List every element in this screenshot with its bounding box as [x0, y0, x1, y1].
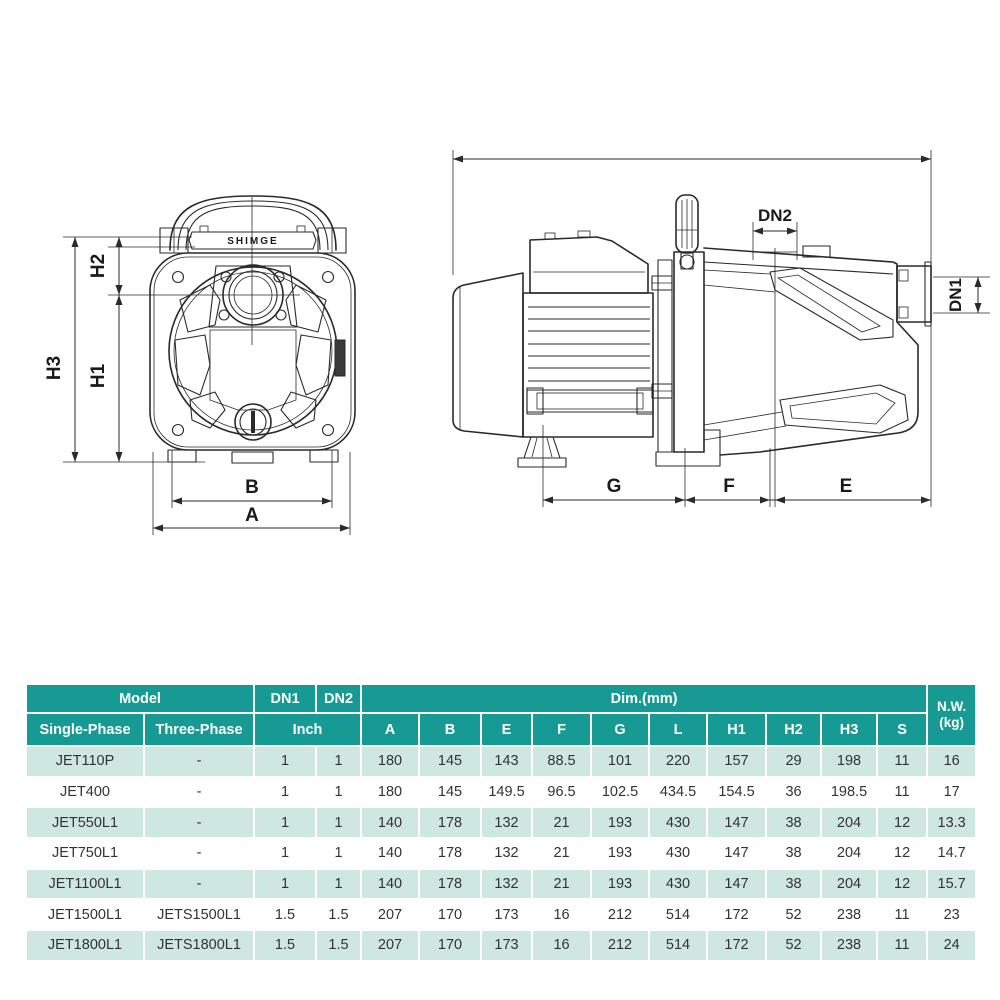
- table-row: [26, 807, 976, 838]
- table-cell: 1: [316, 777, 361, 808]
- table-cell: 207: [361, 899, 419, 930]
- table-cell: 12: [877, 838, 927, 869]
- table-cell: 21: [532, 807, 591, 838]
- header-net-weight: [927, 684, 976, 746]
- table-cell: 1: [254, 807, 316, 838]
- table-cell: 170: [419, 930, 481, 961]
- table-cell: JET110P: [26, 746, 144, 777]
- table-cell: 238: [821, 930, 877, 961]
- brand-label: SHIMGE: [227, 236, 279, 247]
- header-model: Model: [26, 684, 254, 713]
- table-cell: 170: [419, 899, 481, 930]
- table-cell: 13.3: [927, 807, 976, 838]
- table-cell: 17: [927, 777, 976, 808]
- table-cell: 173: [481, 899, 532, 930]
- side-view-dimensions: [453, 150, 990, 507]
- table-cell: -: [144, 746, 254, 777]
- table-cell: 193: [591, 807, 649, 838]
- table-cell: 140: [361, 869, 419, 900]
- table-cell: 132: [481, 838, 532, 869]
- table-cell: 21: [532, 869, 591, 900]
- table-row: [26, 869, 976, 900]
- table-cell: 212: [591, 930, 649, 961]
- table-cell: 145: [419, 746, 481, 777]
- table-cell: 180: [361, 777, 419, 808]
- table-cell: 143: [481, 746, 532, 777]
- table-cell: 1: [316, 746, 361, 777]
- table-cell: 36: [766, 777, 821, 808]
- dim-label-e: E: [839, 476, 853, 497]
- dim-label-dn2: DN2: [757, 206, 793, 225]
- table-cell: 88.5: [532, 746, 591, 777]
- table-cell: 172: [707, 899, 766, 930]
- table-cell: JETS1500L1: [144, 899, 254, 930]
- table-cell: 38: [766, 838, 821, 869]
- table-cell: -: [144, 838, 254, 869]
- table-cell: -: [144, 777, 254, 808]
- table-cell: 24: [927, 930, 976, 961]
- header-col-h2: H2: [766, 713, 821, 746]
- table-cell: 11: [877, 930, 927, 961]
- table-cell: 154.5: [707, 777, 766, 808]
- table-cell: 38: [766, 807, 821, 838]
- nw-line1: N.W.: [937, 699, 967, 715]
- table-cell: 1.5: [254, 930, 316, 961]
- table-row: [26, 930, 976, 961]
- dim-label-h1: H1: [88, 363, 109, 389]
- front-view-dimensions: [44, 197, 350, 535]
- table-cell: 430: [649, 869, 707, 900]
- table-cell: 180: [361, 746, 419, 777]
- table-cell: 157: [707, 746, 766, 777]
- table-cell: 52: [766, 930, 821, 961]
- dim-label-f: F: [723, 476, 735, 497]
- header-dim: Dim.(mm): [361, 684, 927, 713]
- table-cell: 149.5: [481, 777, 532, 808]
- table-cell: 220: [649, 746, 707, 777]
- header-inch: Inch: [254, 713, 361, 746]
- table-cell: 204: [821, 838, 877, 869]
- table-cell: 11: [877, 746, 927, 777]
- table-cell: 101: [591, 746, 649, 777]
- table-cell: 52: [766, 899, 821, 930]
- header-dn2: DN2: [316, 684, 361, 713]
- table-cell: 212: [591, 899, 649, 930]
- table-cell: 193: [591, 869, 649, 900]
- table-cell: 1.5: [316, 930, 361, 961]
- header-col-e: E: [481, 713, 532, 746]
- dim-label-a: A: [245, 505, 259, 526]
- table-cell: 102.5: [591, 777, 649, 808]
- table-cell: 1: [254, 746, 316, 777]
- table-cell: JET1800L1: [26, 930, 144, 961]
- header-three-phase: Three-Phase: [144, 713, 254, 746]
- table-cell: JET1500L1: [26, 899, 144, 930]
- table-cell: 1: [316, 838, 361, 869]
- table-cell: 178: [419, 869, 481, 900]
- dim-label-h2: H2: [88, 253, 109, 279]
- dim-label-h3: H3: [44, 355, 65, 381]
- table-cell: JET750L1: [26, 838, 144, 869]
- table-cell: 514: [649, 899, 707, 930]
- table-cell: 147: [707, 869, 766, 900]
- table-cell: 140: [361, 807, 419, 838]
- dim-label-g: G: [606, 476, 622, 497]
- table-cell: 1.5: [254, 899, 316, 930]
- header-col-g: G: [591, 713, 649, 746]
- table-row: [26, 777, 976, 808]
- table-cell: JET400: [26, 777, 144, 808]
- table-cell: 16: [532, 930, 591, 961]
- table-cell: 514: [649, 930, 707, 961]
- nw-line2: (kg): [939, 715, 965, 730]
- spec-table-body: [26, 746, 976, 961]
- table-cell: 16: [532, 899, 591, 930]
- table-cell: 21: [532, 838, 591, 869]
- table-cell: 147: [707, 838, 766, 869]
- dim-label-b: B: [245, 477, 259, 498]
- table-cell: 434.5: [649, 777, 707, 808]
- table-cell: 147: [707, 807, 766, 838]
- table-cell: 132: [481, 807, 532, 838]
- header-col-h1: H1: [707, 713, 766, 746]
- table-cell: JET1100L1: [26, 869, 144, 900]
- table-cell: -: [144, 869, 254, 900]
- dim-label-dn1: DN1: [946, 277, 965, 313]
- table-cell: 430: [649, 838, 707, 869]
- header-col-a: A: [361, 713, 419, 746]
- table-cell: 238: [821, 899, 877, 930]
- table-cell: 1: [254, 869, 316, 900]
- table-row: [26, 838, 976, 869]
- table-cell: 16: [927, 746, 976, 777]
- table-cell: 178: [419, 807, 481, 838]
- table-cell: 38: [766, 869, 821, 900]
- front-view-drawing: [150, 196, 355, 463]
- header-single-phase: Single-Phase: [26, 713, 144, 746]
- table-cell: 207: [361, 930, 419, 961]
- table-cell: 14.7: [927, 838, 976, 869]
- header-dn1: DN1: [254, 684, 316, 713]
- table-cell: 1: [316, 807, 361, 838]
- table-cell: 1: [254, 838, 316, 869]
- table-cell: 12: [877, 869, 927, 900]
- table-cell: 29: [766, 746, 821, 777]
- table-cell: 198.5: [821, 777, 877, 808]
- table-cell: 430: [649, 807, 707, 838]
- table-cell: 15.7: [927, 869, 976, 900]
- table-cell: -: [144, 807, 254, 838]
- header-col-s: S: [877, 713, 927, 746]
- table-cell: 172: [707, 930, 766, 961]
- table-cell: 173: [481, 930, 532, 961]
- table-cell: 12: [877, 807, 927, 838]
- table-cell: 1.5: [316, 899, 361, 930]
- table-cell: 11: [877, 777, 927, 808]
- table-cell: 1: [254, 777, 316, 808]
- side-view-drawing: [453, 195, 931, 467]
- table-cell: 204: [821, 807, 877, 838]
- table-cell: 204: [821, 869, 877, 900]
- table-cell: 132: [481, 869, 532, 900]
- header-col-l: L: [649, 713, 707, 746]
- table-cell: 140: [361, 838, 419, 869]
- table-cell: 11: [877, 899, 927, 930]
- table-cell: 145: [419, 777, 481, 808]
- table-cell: 198: [821, 746, 877, 777]
- table-cell: JET550L1: [26, 807, 144, 838]
- header-col-b: B: [419, 713, 481, 746]
- table-cell: 193: [591, 838, 649, 869]
- header-col-h3: H3: [821, 713, 877, 746]
- table-cell: 23: [927, 899, 976, 930]
- table-row: [26, 899, 976, 930]
- table-cell: 178: [419, 838, 481, 869]
- header-col-f: F: [532, 713, 591, 746]
- table-cell: 1: [316, 869, 361, 900]
- spec-table: [25, 683, 977, 962]
- table-cell: 96.5: [532, 777, 591, 808]
- table-cell: JETS1800L1: [144, 930, 254, 961]
- table-row: [26, 746, 976, 777]
